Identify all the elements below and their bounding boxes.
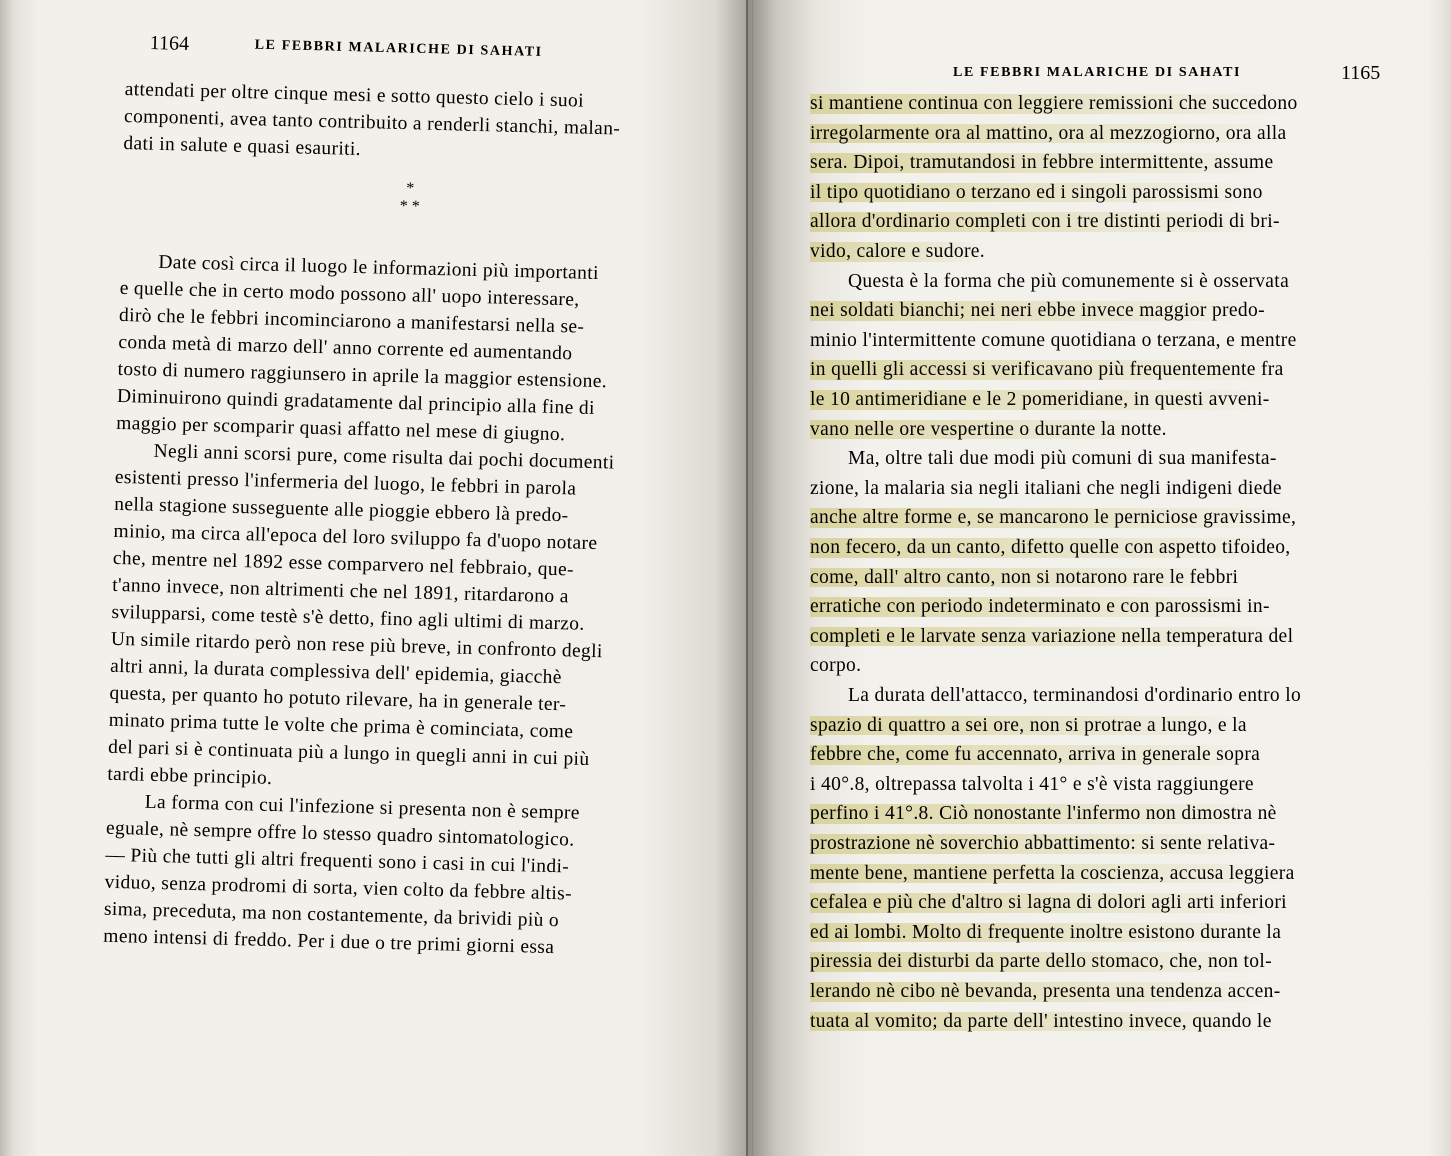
text-line: La durata dell'attacco, terminandosi d'ordinario entro lo <box>848 685 1302 706</box>
text-line: completi e le larvate senza variazione nella temperatura del <box>810 625 1294 647</box>
text-line: nei soldati bianchi; nei neri ebbe invece maggior predo- <box>810 300 1265 322</box>
text-line: perfino i 41°.8. Ciò nonostante l'infermo non dimostra nè <box>810 803 1277 825</box>
text-line: eguale, nè sempre offre lo stesso quadro sintomatologico. <box>105 817 575 851</box>
text-line: meno intensi di freddo. Per i due o tre primi giorni essa <box>103 925 555 959</box>
text-line: conda metà di marzo dell' anno corrente ed aumentando <box>118 331 573 365</box>
gutter-shadow <box>752 0 753 1156</box>
text-line: febbre che, come fu accennato, arriva in generale sopra <box>810 744 1261 766</box>
gutter <box>746 0 748 1156</box>
text-line: minio l'intermittente comune quotidiana o terzana, e mentre <box>810 329 1297 351</box>
left-page-number: 1164 <box>149 32 190 55</box>
text-line: erratiche con periodo indeterminato e con parossismi in- <box>810 596 1270 618</box>
text-line: prostrazione nè soverchio abbattimento: si sente relativa- <box>810 833 1276 854</box>
text-line: lerando nè cibo nè bevanda, presenta una tendenza accen- <box>810 981 1281 1002</box>
text-line: in quelli gli accessi si verificavano più frequentemente fra <box>810 359 1284 381</box>
text-line: e quelle che in certo modo possono all' uopo interessare, <box>119 277 580 311</box>
text-line: mente bene, mantiene perfetta la coscienza, accusa leggiera <box>810 862 1295 884</box>
text-line: irregolarmente ora al mattino, ora al mezzogiorno, ora alla <box>810 122 1287 144</box>
text-line: minato prima tutte le volte che prima è cominciata, come <box>108 709 574 743</box>
text-line: Diminuirono quindi gradatamente dal principio alla fine di <box>116 385 595 419</box>
text-line: zione, la malaria sia negli italiani che negli indigeni diede <box>810 477 1282 499</box>
text-line: vido, calore e sudore. <box>810 241 986 262</box>
text-line: sera. Dipoi, tramutandosi in febbre intermittente, assume <box>810 152 1274 174</box>
text-line: i 40°.8, oltrepassa talvolta i 41° e s'è vista raggiungere <box>810 773 1254 795</box>
text-line: anche altre forme e, se mancarono le perniciose gravissime, <box>810 507 1297 529</box>
text-line: ed ai lombi. Molto di frequente inoltre esistono durante la <box>810 921 1282 943</box>
section-asterism <box>400 180 421 216</box>
text-line: spazio di quattro a sei ore, non si protrae a lungo, e la <box>810 714 1247 736</box>
text-line: non fecero, da un canto, difetto quelle con aspetto tifoideo, <box>810 537 1291 558</box>
text-line: Date così circa il luogo le informazioni più importanti <box>158 251 600 285</box>
text-line: vano nelle ore vespertine o durante la notte. <box>810 418 1167 440</box>
text-line: allora d'ordinario completi con i tre distinti periodi di bri- <box>810 211 1280 233</box>
text-line: altri anni, la durata complessiva dell' epidemia, giacchè <box>109 655 563 689</box>
text-line: esistenti presso l'infermeria del luogo, le febbri in parola <box>114 466 577 500</box>
text-line: piressia dei disturbi da parte dello stomaco, che, non tol- <box>810 951 1272 973</box>
text-line: La forma con cui l'infezione si presenta non è sempre <box>144 791 581 824</box>
text-line: Un simile ritardo però non rese più breve, in confronto degli <box>110 628 603 663</box>
text-line: corpo. <box>810 655 862 677</box>
text-line: attendati per oltre cinque mesi e sotto questo cielo i suoi <box>124 79 585 112</box>
text-line: — Più che tutti gli altri frequenti sono i casi in cui l'indi- <box>105 844 570 878</box>
text-line: t'anno invece, non altrimenti che nel 1891, ritardarono a <box>111 574 569 608</box>
text-line: che, mentre nel 1892 esse comparvero nel febbraio, que- <box>112 547 575 581</box>
asterism-top: * <box>406 179 415 198</box>
text-line: si mantiene continua con leggiere remissioni che succedono <box>810 93 1298 114</box>
text-line: tuata al vomito; da parte dell' intestino invece, quando le <box>810 1010 1272 1032</box>
text-line: viduo, senza prodromi di sorta, vien colto da febbre altis- <box>104 871 573 905</box>
right-header-title: LE FEBBRI MALARICHE DI SAHATI <box>953 65 1242 80</box>
text-line: Ma, oltre tali due modi più comuni di sua manifesta- <box>848 448 1277 470</box>
text-line: del pari si è continuata più a lungo in quegli anni in cui più <box>107 736 590 770</box>
text-line: le 10 antimeridiane e le 2 pomeridiane, in questi avveni- <box>810 389 1270 410</box>
text-line: maggio per scomparir quasi affatto nel mese di giugno. <box>116 412 566 446</box>
asterism-bottom: * * <box>399 197 420 215</box>
text-line: come, dall' altro canto, non si notarono rare le febbri <box>810 566 1239 588</box>
text-line: tosto di numero raggiunsero in aprile la maggior estensione. <box>117 358 608 393</box>
text-line: questa, per quanto ho potuto rilevare, ha in generale ter- <box>109 682 567 716</box>
text-line: nella stagione susseguente alle pioggie ebbero là predo- <box>113 493 569 527</box>
text-line: componenti, avea tanto contribuito a renderli stanchi, malan- <box>123 105 621 140</box>
text-line: sima, preceduta, ma non costantemente, da brividi più o <box>103 898 560 932</box>
text-line: Questa è la forma che più comunemente si è osservata <box>848 270 1290 292</box>
text-line: dirò che le febbri incominciarono a manifestarsi nella se- <box>118 304 585 338</box>
text-line: dati in salute e quasi esauriti. <box>123 132 362 160</box>
left-header-title: LE FEBBRI MALARICHE DI SAHATI <box>254 37 543 60</box>
text-line: tardi ebbe principio. <box>107 763 273 789</box>
text-line: svilupparsi, come testè s'è detto, fino agli ultimi di marzo. <box>111 601 585 635</box>
right-page-number: 1165 <box>1341 62 1381 84</box>
text-line: cefalea e più che d'altro si lagna di dolori agli arti inferiori <box>810 892 1287 914</box>
text-line: minio, ma circa all'epoca del loro sviluppo fa d'uopo notare <box>113 520 598 555</box>
text-line: il tipo quotidiano o terzano ed i singoli parossismi sono <box>810 181 1263 203</box>
text-line: Negli anni scorsi pure, come risulta dai pochi documenti <box>153 440 615 474</box>
